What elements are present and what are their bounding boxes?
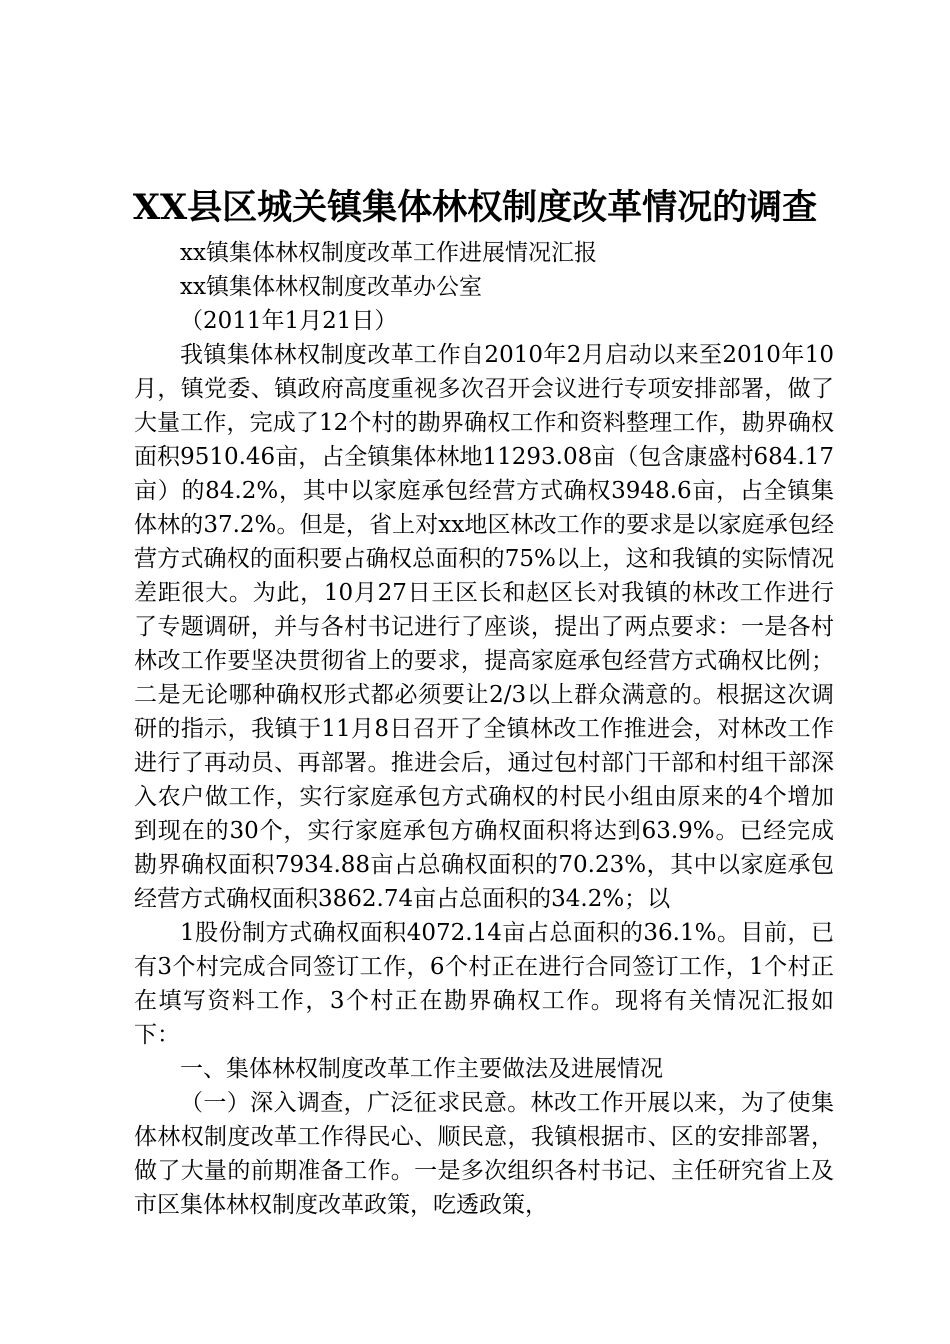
paragraph-survey: （一）深入调查，广泛征求民意。林改工作开展以来，为了使集体林权制度改革工作得民心、顺民意，我镇根据市、区的安排部署，做了大量的前期准备工作。一是多次组织各村书记、主任研究省上及市区集体林权制度改革政策，吃透政策， <box>134 1090 834 1218</box>
report-date: （2011年1月21日） <box>180 308 398 334</box>
section-heading: 一、集体林权制度改革工作主要做法及进展情况 <box>180 1056 663 1082</box>
document-body <box>134 206 834 1222</box>
report-heading: xx镇集体林权制度改革工作进展情况汇报 <box>180 240 597 266</box>
document-title: XX县区城关镇集体林权制度改革情况的调查 <box>132 187 818 228</box>
office-name: xx镇集体林权制度改革办公室 <box>180 274 482 300</box>
paragraph-overview: 我镇集体林权制度改革工作自2010年2月启动以来至2010年10月，镇党委、镇政府高度重视多次召开会议进行专项安排部署，做了大量工作，完成了12个村的勘界确权工作和资料整理工作，勘界确权面积9510.46亩，占全镇集体林地11293.08亩（包含康盛村684.17亩）的84.2%，其中以家庭承包经营方式确权3948.6亩，占全镇集体林的37.2%。但是，省上对xx地区林改工作的要求是以家庭承包经营方式确权的面积要占确权总面积的75%以上，这和我镇的实际情况差距很大。为此，10月27日王区长和赵区长对我镇的林改工作进行了专题调研，并与各村书记进行了座谈，提出了两点要求：一是各村林改工作要坚决贯彻省上的要求，提高家庭承包经营方式确权比例；二是无论哪种确权形式都必须要让2/3以上群众满意的。根据这次调研的指示，我镇于11月8日召开了全镇林改工作推进会，对林改工作进行了再动员、再部署。推进会后，通过包村部门干部和村组干部深入农户做工作，实行家庭承包方式确权的村民小组由原来的4个增加到现在的30个，实行家庭承包方确权面积将达到63.9%。已经完成勘界确权面积7934.88亩占总确权面积的70.23%，其中以家庭承包经营方式确权面积3862.74亩占总面积的34.2%；以 <box>134 342 834 912</box>
paragraph-progress: 1股份制方式确权面积4072.14亩占总面积的36.1%。目前，已有3个村完成合同签订工作，6个村正在进行合同签订工作，1个村正在填写资料工作，3个村正在勘界确权工作。现将有关情况汇报如下： <box>134 920 834 1048</box>
